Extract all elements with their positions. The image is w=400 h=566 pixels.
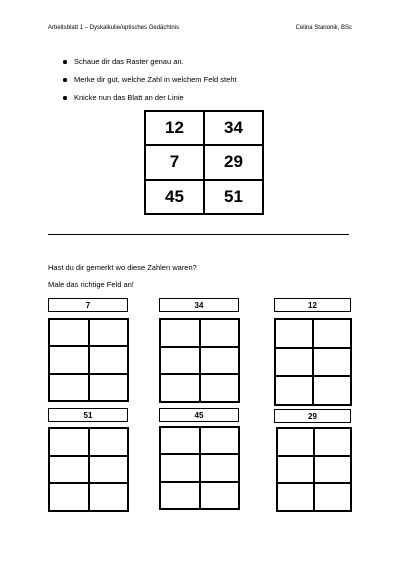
answer-label: 12 <box>274 298 351 312</box>
answer-cell[interactable] <box>49 319 89 346</box>
answer-cell[interactable] <box>89 319 129 346</box>
answer-label: 29 <box>274 409 351 423</box>
answer-cell[interactable] <box>160 454 200 481</box>
answer-cell[interactable] <box>200 347 240 375</box>
answer-cell[interactable] <box>49 483 89 511</box>
answer-cell[interactable] <box>49 346 89 373</box>
instruction-item <box>60 92 237 110</box>
answer-cell[interactable] <box>200 319 240 347</box>
answer-cell[interactable] <box>314 428 351 456</box>
bullet-icon <box>63 60 67 64</box>
answer-cell[interactable] <box>275 348 313 377</box>
answer-cell[interactable] <box>275 319 313 348</box>
memory-cell: 45 <box>145 180 204 214</box>
memory-cell: 34 <box>204 111 263 145</box>
answer-grid <box>159 318 240 403</box>
answer-cell[interactable] <box>160 374 200 402</box>
answer-cell[interactable] <box>275 376 313 405</box>
answer-cell[interactable] <box>49 428 89 456</box>
answer-grid <box>276 427 352 512</box>
answer-cell[interactable] <box>49 456 89 484</box>
answer-cell[interactable] <box>89 456 129 484</box>
instruction-list <box>60 56 237 110</box>
answer-cell[interactable] <box>277 428 314 456</box>
instruction-text: Merke dir gut, welche Zahl in welchem Feld steht <box>74 75 237 84</box>
answer-cell[interactable] <box>89 483 129 511</box>
instruction-text: Knicke nun das Blatt an der Linie <box>74 93 184 102</box>
question-text: Hast du dir gemerkt wo diese Zahlen waren? <box>48 263 197 272</box>
answer-cell[interactable] <box>89 374 129 401</box>
answer-cell[interactable] <box>313 319 351 348</box>
answer-grid <box>48 318 129 402</box>
memory-cell: 12 <box>145 111 204 145</box>
bullet-icon <box>63 96 67 100</box>
memory-cell: 29 <box>204 145 263 179</box>
memory-cell: 51 <box>204 180 263 214</box>
answer-grid <box>274 318 352 406</box>
memory-grid <box>144 110 264 215</box>
answer-grid <box>48 427 129 512</box>
instruction-item <box>60 74 237 92</box>
answer-cell[interactable] <box>313 348 351 377</box>
header-left: Arbeitsblatt 1 – Dyskalkulie/optisches Gedächtnis <box>48 25 180 31</box>
answer-grid <box>159 426 240 510</box>
answer-label: 7 <box>48 298 128 312</box>
question-text: Male das richtige Feld an! <box>48 280 134 289</box>
answer-cell[interactable] <box>160 319 200 347</box>
answer-label: 51 <box>48 408 128 422</box>
answer-label: 45 <box>159 408 239 422</box>
answer-cell[interactable] <box>313 376 351 405</box>
answer-cell[interactable] <box>277 483 314 511</box>
instruction-item <box>60 56 237 74</box>
instruction-text: Schaue dir das Raster genau an. <box>74 57 184 66</box>
answer-cell[interactable] <box>200 482 240 509</box>
answer-cell[interactable] <box>314 483 351 511</box>
answer-cell[interactable] <box>49 374 89 401</box>
fold-line <box>48 234 349 235</box>
answer-cell[interactable] <box>89 428 129 456</box>
memory-cell: 7 <box>145 145 204 179</box>
answer-cell[interactable] <box>314 456 351 484</box>
answer-cell[interactable] <box>200 454 240 481</box>
answer-cell[interactable] <box>200 427 240 454</box>
answer-label: 34 <box>159 298 239 312</box>
answer-cell[interactable] <box>160 427 200 454</box>
answer-cell[interactable] <box>277 456 314 484</box>
answer-cell[interactable] <box>200 374 240 402</box>
bullet-icon <box>63 78 67 82</box>
header-right: Celina Stanonik, BSc <box>295 25 352 31</box>
answer-cell[interactable] <box>160 482 200 509</box>
answer-cell[interactable] <box>89 346 129 373</box>
answer-cell[interactable] <box>160 347 200 375</box>
